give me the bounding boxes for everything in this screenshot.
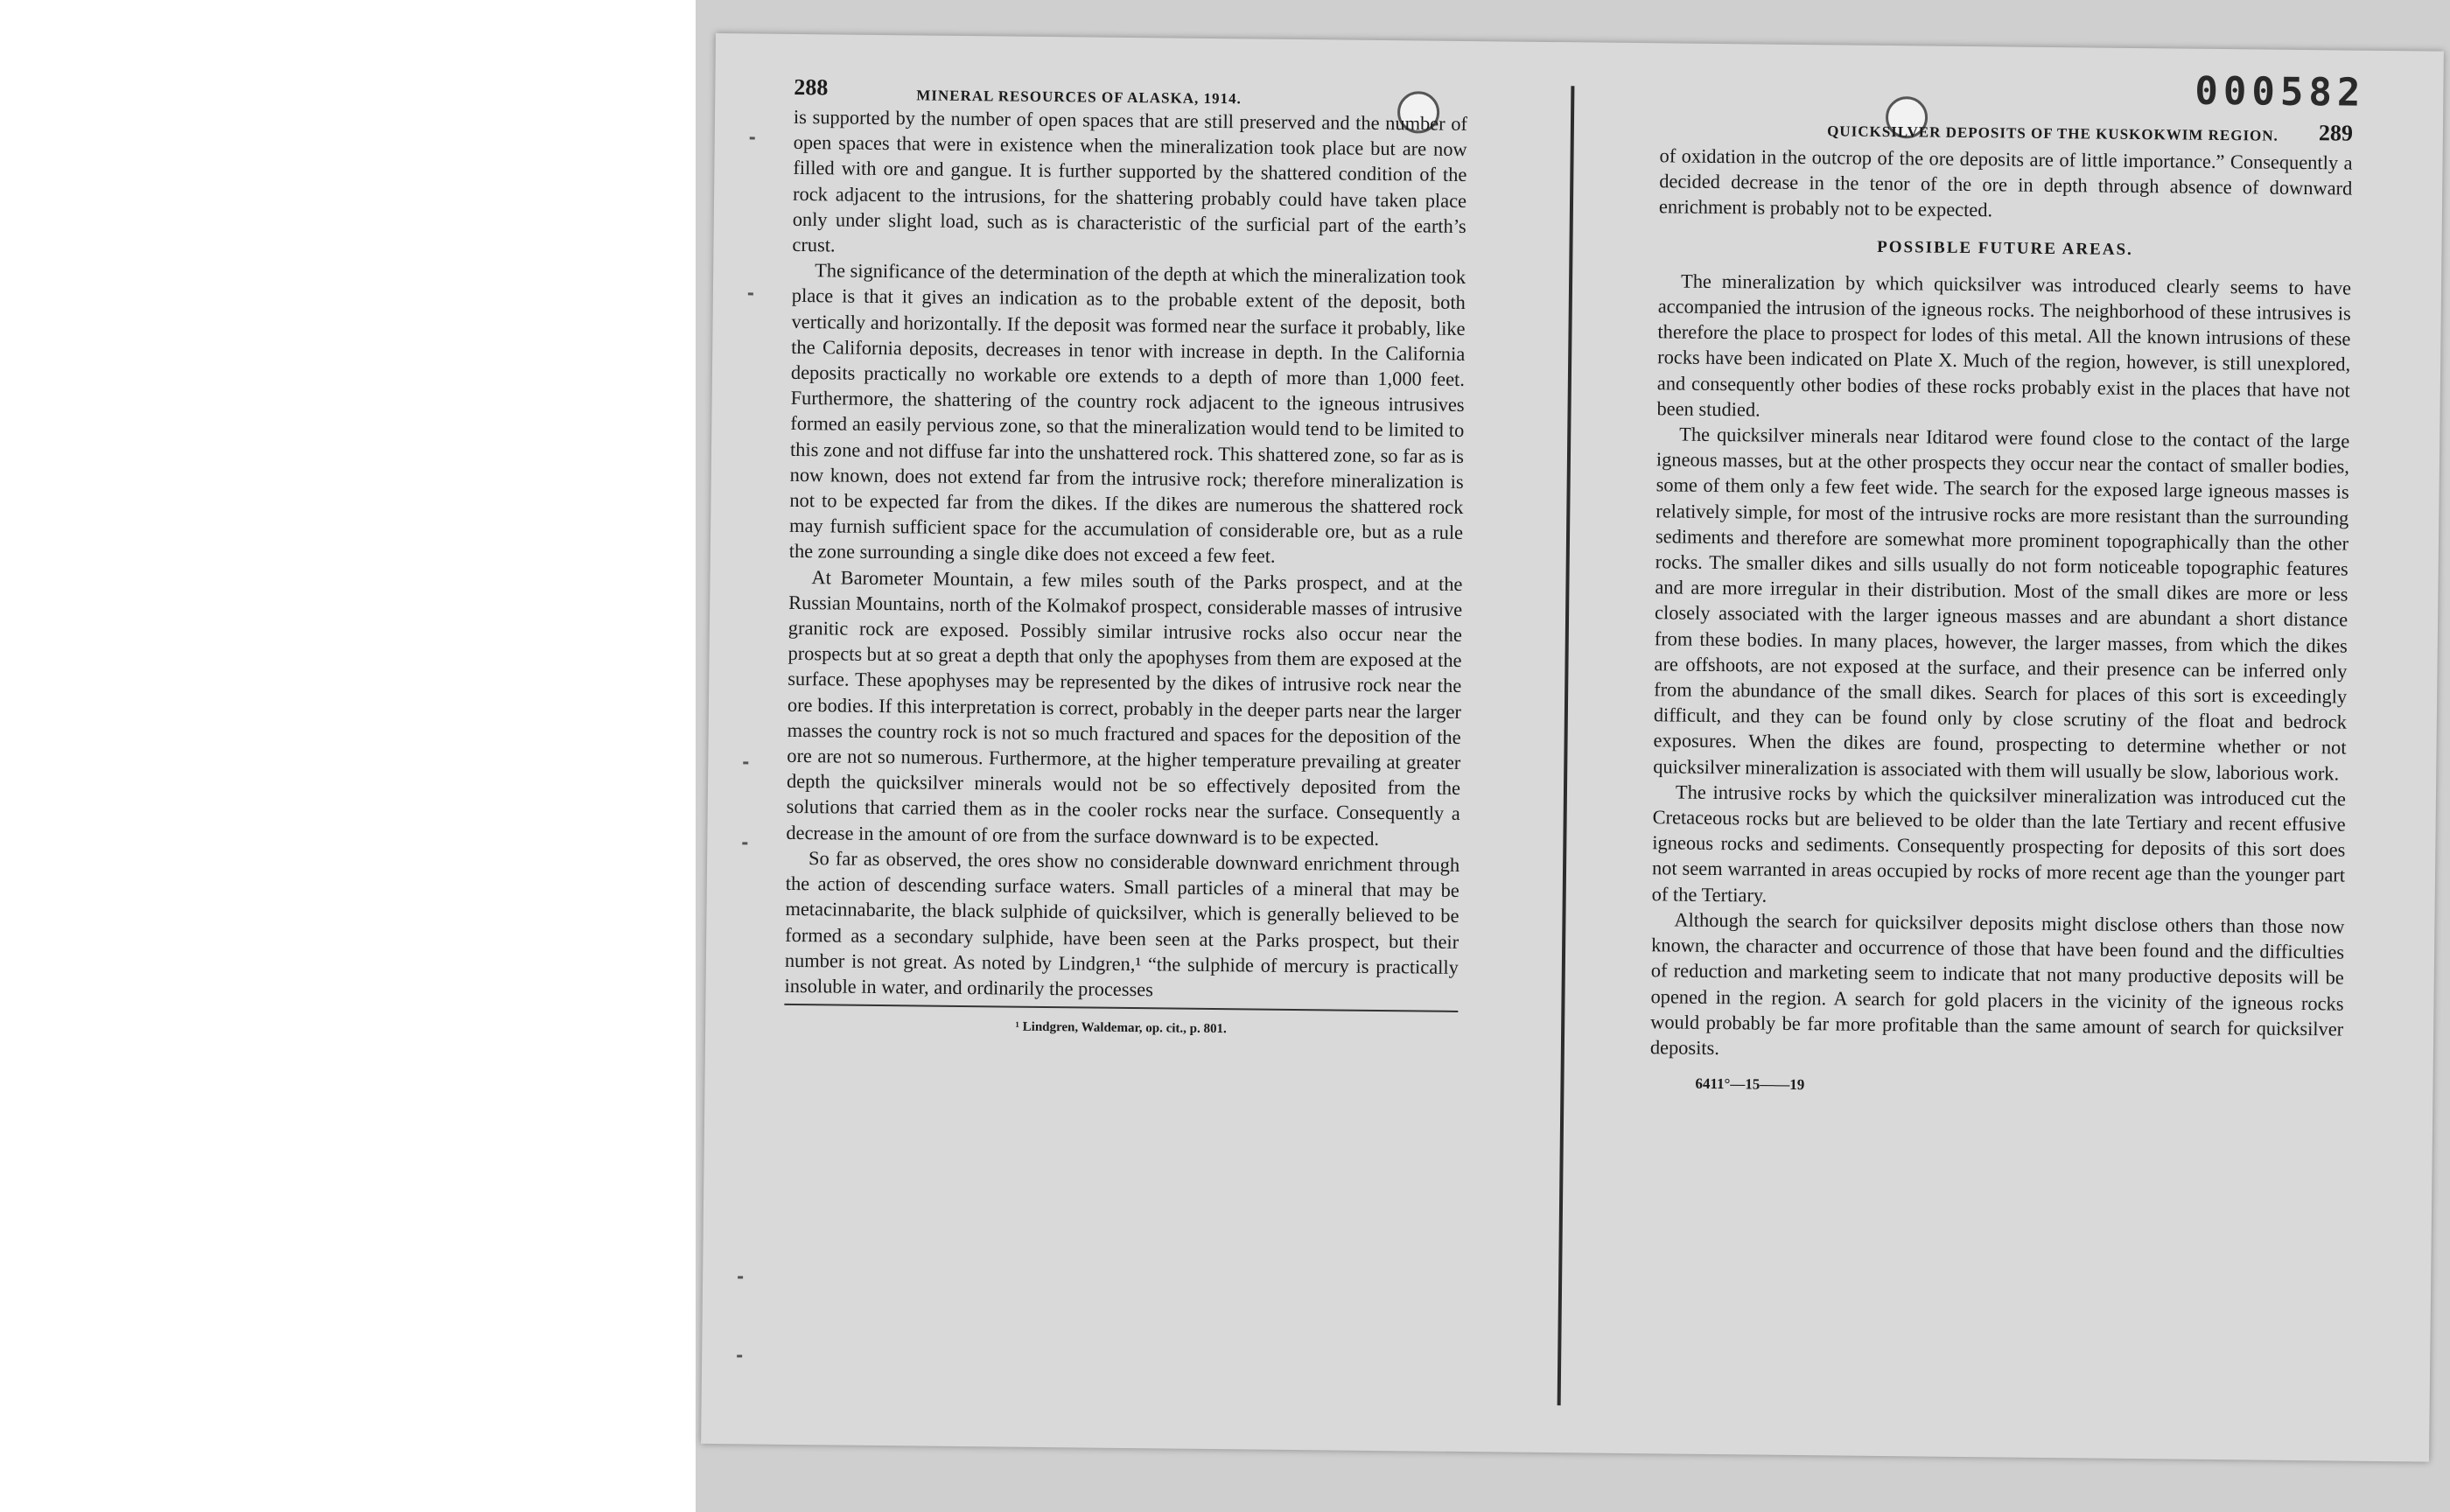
margin-tick xyxy=(748,292,753,295)
paragraph: So far as observed, the ores show no considerable downward enrichment through the action of descending surface waters. Small particles of a mineral that may be metacinnabarite, the black sulphide of quicksilver, which is generally believed to be formed as a secondary sulphide, have been seen at the Parks prospect, but their number is not great. As noted by Lindgren,¹ “the sulphide of mercury is practically insoluble in water, and ordinarily the processes xyxy=(784,847,1460,1001)
left-running-header xyxy=(794,69,1467,111)
right-page-body xyxy=(1649,143,2352,1103)
left-page-number: 288 xyxy=(794,74,829,101)
right-running-title: QUICKSILVER DEPOSITS OF THE KUSKOKWIM REGION. xyxy=(1827,122,2278,144)
margin-tick xyxy=(737,1354,742,1357)
archive-stamp-number: 000582 xyxy=(2194,68,2366,116)
paragraph: The intrusive rocks by which the quicksilver mineralization was introduced cut the Cretaceous rocks but are believed to be older than the late Tertiary and recent effusive igneous rocks and sediments. Consequently prospecting for deposits of this sort does not seem warranted in areas occupied by rocks of more recent age than the younger part of the Tertiary. xyxy=(1651,780,2347,906)
right-page xyxy=(1649,68,2366,1103)
left-page xyxy=(784,69,1468,1045)
paragraph: Although the search for quicksilver deposits might disclose others than those now known, the character and occurrence of those that have been found and the difficulties of reduction and marketing seem to indicate that not many productive deposits will be opened in the region. A search for gold placers in the vicinity of the igneous rocks would probably be far more profitable than the same amount of search for quicksilver deposits. xyxy=(1649,908,2345,1059)
right-page-number: 289 xyxy=(2318,120,2354,146)
book-spine-divider xyxy=(1558,86,1575,1405)
paragraph: The quicksilver minerals near Iditarod were found close to the contact of the large igneous masses, but at the other prospects they occur near the contact of smaller bodies, some of them only a few feet wide. The search for the exposed large igneous masses is relatively simple, for most of the intrusive rocks are more resistant than the surrounding sediments and therefore are somewhat more prominent topographically than the other rocks. The smaller dikes and sills usually do not form noticeable topographic features and are more irregular in their distribution. Most of the small dikes are more or less closely associated with the larger igneous masses and are abundant a short distance from these bodies. In many places, however, the larger masses, from which the dikes are offshoots, are not exposed at the surface, and their presence can be inferred only from the abundance of the small dikes. Search for places of this sort is exceedingly difficult, and they can be found only by close scrutiny of the float and bedrock exposures. When the dikes are found, prospecting to determine whether or not quicksilver mineralization is associated with them will usually be slow, laborious work. xyxy=(1653,423,2350,785)
paragraph: The mineralization by which quicksilver was introduced clearly seems to have accompanied the intrusion of the igneous rocks. The neighborhood of these intrusives is therefore the place to prospect for lodes of this metal. All the known intrusions of these rocks have been indicated on Plate X. Much of the region, however, is still unexplored, and consequently other bodies of these rocks probably exist in the places that have not been studied. xyxy=(1656,270,2352,421)
paragraph: of oxidation in the outcrop of the ore deposits are of little importance.” Consequently a decided decrease in the tenor of the ore in depth through absence of downward enrichment is probably not to be expected. xyxy=(1658,144,2353,221)
footnote-rule xyxy=(784,1004,1458,1012)
margin-tick xyxy=(742,842,747,844)
right-running-header xyxy=(1660,68,2366,146)
printer-signature-mark: 6411°—15——19 xyxy=(1695,1074,1805,1094)
paragraph: The significance of the determination of the depth at which the mineralization took place is that it gives an indication as to the probable extent of the deposit, both vertically and horizontally. If the deposit was formed near the surface it probably, like the California deposits, decreases in tenor with increase in depth. In the California deposits practically no workable ore extends to a depth of more than 1,000 feet. Furthermore, the shattering of the country rock adjacent to the igneous intrusives formed an easily pervious zone, so that the mineralization would tend to be limited to this zone and not diffuse far into the unshattered rock. This shattered zone, so far as is now known, does not extend far from the intrusive rock; therefore mineralization is not to be expected far from the dikes. If the dikes are numerous the shattered rock may furnish sufficient space for the accumulation of considerable ore, but as a rule the zone surrounding a single dike does not exceed a few feet. xyxy=(788,259,1466,568)
left-running-title: MINERAL RESOURCES OF ALASKA, 1914. xyxy=(916,87,1242,108)
margin-tick xyxy=(743,761,748,764)
margin-tick xyxy=(738,1276,743,1278)
margin-tick xyxy=(750,136,755,139)
paragraph: At Barometer Mountain, a few miles south of the Parks prospect, and at the Russian Mountains, north of the Kolmakof prospect, considerable masses of intrusive granitic rock are exposed. Possibly similar intrusive rocks also occur near the prospects but at so great a depth that only the apophyses from them are exposed at the surface. These apophyses may be represented by the dikes of intrusive rock near the ore bodies. If this interpretation is correct, probably in the deeper parts near the larger masses the country rock is not so much fractured and spaces for the deposition of the ore are not so numerous. Furthermore, at the higher temperature prevailing at greater depth the quicksilver minerals would not be so effectively deposited from the solutions that carried them as in the cooler rocks near the surface. Consequently a decrease in the amount of ore from the surface downward is to be expected. xyxy=(786,565,1463,850)
paragraph: is supported by the number of open spaces that are still preserved and the number of open spaces that were in existence when the mineralization took place but are now filled with ore and gangue. It is further supported by the shattered condition of the rock adjacent to the intrusions, for the shattering probably could have taken place only under slight load, such as is characteristic of the surficial part of the earth’s crust. xyxy=(792,105,1468,256)
footnote: ¹ Lindgren, Waldemar, op. cit., p. 801. xyxy=(1015,1019,1227,1037)
left-page-body xyxy=(784,104,1467,1005)
section-heading: POSSIBLE FUTURE AREAS. xyxy=(1877,237,2133,259)
scanned-book-spread xyxy=(701,33,2444,1462)
